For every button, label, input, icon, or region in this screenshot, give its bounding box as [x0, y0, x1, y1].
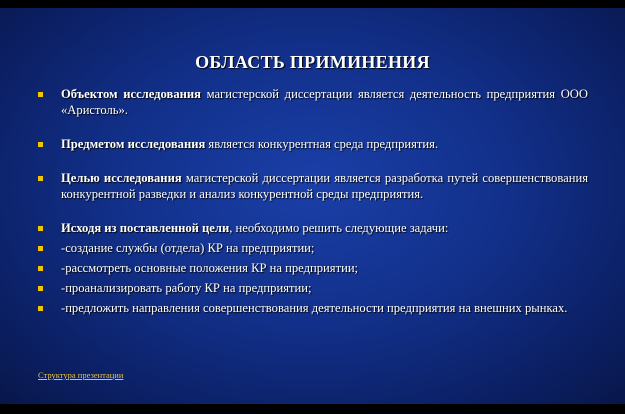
item-text: -создание службы (отдела) КР на предприятии; [61, 241, 315, 255]
square-bullet-icon [38, 306, 43, 311]
square-bullet-icon [38, 246, 43, 251]
slide-title: ОБЛАСТЬ ПРИМИНЕНИЯ [195, 52, 430, 72]
slide [0, 8, 625, 404]
list-item [38, 170, 588, 202]
list-item [38, 300, 588, 316]
item-text: магистерской диссертации является деятельность предприятия ООО «Аристоль». [61, 87, 588, 117]
item-text: , необходимо решить следующие задачи: [229, 221, 449, 235]
list-item [38, 136, 588, 152]
list-item [38, 240, 588, 256]
list-item [38, 280, 588, 296]
presentation-structure-link[interactable]: Структура презентации [38, 370, 124, 380]
square-bullet-icon [38, 92, 43, 97]
item-text: -рассмотреть основные положения КР на предприятии; [61, 261, 359, 275]
square-bullet-icon [38, 226, 43, 231]
item-bold-text: Предметом исследования [61, 137, 206, 151]
bullet-list [38, 86, 588, 316]
list-item [38, 220, 588, 236]
square-bullet-icon [38, 142, 43, 147]
item-bold-text: Объектом исследования [61, 87, 201, 101]
list-item [38, 260, 588, 276]
item-text: -проанализировать работу КР на предприятии; [61, 281, 312, 295]
square-bullet-icon [38, 286, 43, 291]
item-text: является конкурентная среда предприятия. [205, 137, 439, 151]
item-text: -предложить направления совершенствования деятельности предприятия на внешних рынках. [61, 301, 568, 315]
list-item [38, 86, 588, 118]
square-bullet-icon [38, 266, 43, 271]
item-text: магистерской диссертации является разработка путей совершенствования конкурентной разведки и анализ конкурентной среды предприятия. [61, 171, 588, 201]
square-bullet-icon [38, 176, 43, 181]
item-bold-text: Исходя из поставленной цели [61, 221, 230, 235]
item-bold-text: Целью исследования [61, 171, 182, 185]
